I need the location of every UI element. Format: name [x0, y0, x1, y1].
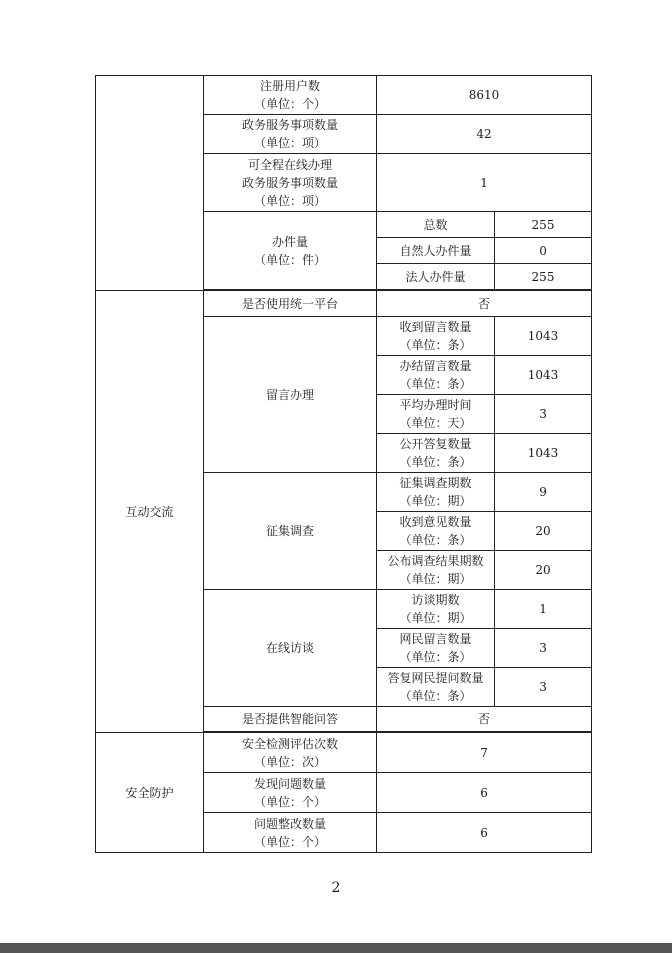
value-cell: 9: [495, 473, 592, 512]
unit-label: （单位：天）: [399, 416, 472, 430]
item-cell: [204, 773, 377, 813]
item-label: 办件量: [271, 234, 308, 249]
table-row: [96, 733, 592, 773]
sub-label-cell: [377, 551, 495, 590]
sub-label: 网民留言数量: [399, 632, 472, 646]
bottom-bar: [0, 943, 672, 953]
unit-label: （单位：次）: [253, 754, 326, 769]
sub-label-cell: [377, 434, 495, 473]
sub-label-cell: 自然人办件量: [377, 238, 495, 264]
unit-label: （单位：个）: [253, 97, 326, 111]
unit-label: （单位：条）: [399, 338, 472, 352]
unit-label: （单位：期）: [399, 494, 472, 508]
item-cell: [204, 733, 377, 773]
value-cell: 3: [495, 629, 592, 668]
group-cell-security: 安全防护: [96, 733, 204, 853]
value-cell: 20: [495, 551, 592, 590]
sub-label-cell: 总数: [377, 212, 495, 238]
page-number: 2: [331, 880, 341, 896]
value-cell: 1043: [495, 356, 592, 395]
unit-label: （单位：项）: [253, 136, 326, 150]
sub-label: 征集调查期数: [399, 476, 472, 490]
item-label: 注册用户数: [259, 79, 320, 93]
value-cell: 20: [495, 512, 592, 551]
value-cell: 1043: [495, 434, 592, 473]
sub-label: 平均办理时间: [399, 398, 472, 412]
value-cell: 1043: [495, 317, 592, 356]
unit-label: （单位：期）: [399, 572, 472, 586]
table-row: [96, 291, 592, 317]
sub-label-cell: [377, 590, 495, 629]
sub-label-cell: 法人办件量: [377, 264, 495, 290]
sub-label: 收到留言数量: [399, 320, 472, 334]
sub-label: 收到意见数量: [399, 515, 472, 529]
value-cell: 3: [495, 395, 592, 434]
value-cell: 255: [495, 264, 592, 290]
item-label: 安全检测评估次数: [241, 736, 338, 751]
unit-label: （单位：个）: [253, 794, 326, 809]
item-cell: 是否使用统一平台: [204, 291, 377, 317]
unit-label: （单位：条）: [399, 689, 472, 703]
group-cell-interaction: 互动交流: [96, 291, 204, 733]
item-label: 政务服务事项数量: [241, 118, 338, 132]
sub-label-cell: [377, 395, 495, 434]
sub-label-cell: [377, 512, 495, 551]
item-cell: 在线访谈: [204, 590, 377, 707]
group-cell-service: [96, 76, 204, 291]
sub-label-cell: [377, 317, 495, 356]
value-cell: 0: [495, 238, 592, 264]
value-cell: 3: [495, 668, 592, 707]
statistics-table: [95, 75, 592, 853]
sub-label: 公开答复数量: [399, 437, 472, 451]
value-cell: 8610: [377, 76, 592, 115]
unit-label: （单位：期）: [399, 611, 472, 625]
item-cell: [204, 76, 377, 115]
sub-label: 公布调查结果期数: [387, 554, 484, 568]
item-label: 问题整改数量: [253, 816, 326, 831]
item-label: 可全程在线办理: [247, 157, 332, 172]
table-row: [96, 76, 592, 115]
unit-label: （单位：条）: [399, 533, 472, 547]
unit-label: （单位：项）: [253, 193, 326, 208]
item-label: 政务服务事项数量: [241, 175, 338, 190]
value-cell: 1: [495, 590, 592, 629]
sub-label: 办结留言数量: [399, 359, 472, 373]
value-cell: 否: [377, 291, 592, 317]
sub-label-cell: [377, 356, 495, 395]
unit-label: （单位：件）: [253, 252, 326, 267]
sub-label-cell: [377, 629, 495, 668]
sub-label: 答复网民提问数量: [387, 671, 484, 685]
value-cell: 7: [377, 733, 592, 773]
unit-label: （单位：条）: [399, 377, 472, 391]
item-cell: 留言办理: [204, 317, 377, 473]
value-cell: 42: [377, 115, 592, 154]
sub-label-cell: [377, 668, 495, 707]
value-cell: 否: [377, 707, 592, 732]
value-cell: 6: [377, 813, 592, 853]
item-cell: [204, 154, 377, 212]
unit-label: （单位：条）: [399, 455, 472, 469]
value-cell: 6: [377, 773, 592, 813]
item-label: 发现问题数量: [253, 776, 326, 791]
unit-label: （单位：条）: [399, 650, 472, 664]
sub-label: 访谈期数: [411, 593, 460, 607]
item-cell: [204, 813, 377, 853]
item-cell: 是否提供智能问答: [204, 707, 377, 732]
value-cell: 255: [495, 212, 592, 238]
value-cell: 1: [377, 154, 592, 212]
sub-label-cell: [377, 473, 495, 512]
item-cell: [204, 115, 377, 154]
item-cell: 征集调查: [204, 473, 377, 590]
unit-label: （单位：个）: [253, 834, 326, 849]
item-cell: [204, 212, 377, 290]
